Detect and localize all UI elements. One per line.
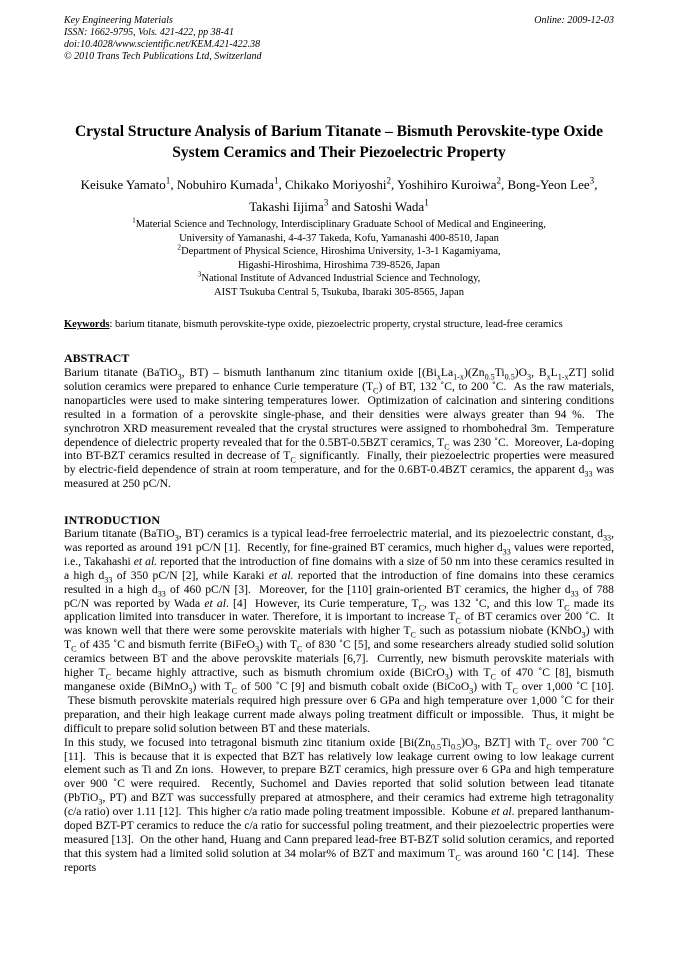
author-name: Keisuke Yamato <box>80 177 166 192</box>
author-affiliation-mark: 2 <box>386 175 392 186</box>
affiliation-line: University of Yamanashi, 4-4-37 Takeda, Kofu, Yamanashi 400-8510, Japan <box>179 232 499 244</box>
author-separator: and <box>328 199 354 214</box>
abstract-heading: ABSTRACT <box>64 351 130 365</box>
author-name: Nobuhiro Kumada <box>176 177 274 192</box>
affiliation-line <box>64 269 614 286</box>
author-name: Bong-Yeon Lee <box>507 177 590 192</box>
journal-doi: doi:10.4028/www.scientific.net/KEM.421-422.38 <box>64 39 261 50</box>
author-name: Takashi Iijima <box>249 199 324 214</box>
author-separator: , <box>278 177 285 192</box>
author-affiliation-mark: 3 <box>323 197 329 208</box>
keywords-line <box>64 318 614 332</box>
keywords-label: Keywords <box>64 319 110 330</box>
title-line-2: System Ceramics and Their Piezoelectric Property <box>172 144 506 161</box>
affiliation-text: Material Science and Technology, Interdisciplinary Graduate School of Medical and Engineering, <box>135 219 546 230</box>
introduction-paragraph: Barium titanate (BaTiO$_3$, BT) ceramics is a typical lead-free ferroelectric material, and its piezoelectric constant, $d_{33}$, was reported as around 191 pC/N [1]. Recently, for fine-grained BT ceramics, much higher $d_{33}$ values were reported, i.e., Takahashi et al. reported that the introduction of fine domains with a size of 50 nm into these ceramics resulted in a high $d_{33}$ of 350 pC/N [2], while Karaki et al. reported that the introduction of fine domains into these ceramics resulted in a high $d_{33}$ of 460 pC/N [3]. Moreover, for the [110] grain-oriented BT ceramics, the higher $d_{33}$ of 788 pC/N was reported by Wada et al. [4] However, its Curie temperature, $T_C$, was 132 ˚C, and this low $T_C$ made its application limited into transducer in water. Therefore, it is important to increase $T_C$ of BT ceramics over 200 ˚C. It was known well that there were some perovskite materials with higher $T_C$ such as potassium niobate (KNbO$_3$) with $T_C$ of 435 ˚C and bismuth ferrite (BiFeO$_3$) with $T_C$ of 830 ˚C [5], and some researchers already studied solid solution ceramics between BT and the above perovskite materials [6,7]. Currently, new bismuth perovskite materials with higher $T_C$ became highly attractive, such as bismuth chromium oxide (BiCrO$_3$) with $T_C$ of 470 ˚C [8], bismuth manganese oxide (BiMnO$_3$) with $T_C$ of 500 ˚C [9] and bismuth cobalt oxide (BiCoO$_3$) with $T_C$ over 1,000 ˚C [10]. These bismuth perovskite materials required high pressure over 6 GPa and high temperature over 1,000 ˚C for their preparation, and their high leakage current made always poling treatment difficult or impossible. Thus, it might be difficult to prepare solid solution between BT and these materials. <box>64 527 615 735</box>
introduction-paragraph: In this study, we focused into tetragonal bismuth zinc titanium oxide [$Bi(Zn_{0.5}Ti_{0.5})O_3$, BZT] with $T_C$ over 700 ˚C [11]. This is because that it is expected that BZT has relatively low leakage current owing to low leakage current element such as Ti and Zn ions. However, to prepare BZT ceramics, high pressure over 6 GPa and high temperature over 900 ˚C were required. Recently, Suchomel and Davies reported that solid solution between lead titanate (PbTiO$_3$, PT) and BZT was successfully prepared at atmosphere, and their ceramics had extreme high tetragonality (c/a ratio) over 1.11 [12]. This higher c/a ratio made poling treatment impossible. Kobune et al. prepared lanthanum-doped BZT-PT ceramics to reduce the c/a ratio for successful poling treatment, and their piezoelectric properties were measured [13]. On the other hand, Huang and Cann prepared lead-free BT-BZT solid solution ceramics, and reported that this system had a limited solid solution at 34 molar% of BZT and maximum $T_C$ was around 160 ˚C [14]. These reports <box>64 735 615 874</box>
author-name: Yoshihiro Kuroiwa <box>397 177 497 192</box>
affiliation-line: AIST Tsukuba Central 5, Tsukuba, Ibaraki 305-8565, Japan <box>214 286 464 298</box>
keywords-text: : barium titanate, bismuth perovskite-type oxide, piezoelectric property, crystal structure, lead-free ceramics <box>109 319 563 330</box>
introduction-body <box>64 527 614 875</box>
introduction-heading: INTRODUCTION <box>64 513 161 527</box>
author-name: Satoshi Wada <box>353 199 425 214</box>
author-separator: , <box>594 177 598 192</box>
author-separator: , <box>170 177 177 192</box>
author-affiliation-mark: 1 <box>165 175 171 186</box>
journal-issn: ISSN: 1662-9795, Vols. 421-422, pp 38-41 <box>64 27 234 38</box>
affiliation-mark: 2 <box>177 242 182 252</box>
affiliations <box>64 215 614 300</box>
author-affiliation-mark: 1 <box>424 197 429 208</box>
journal-copyright: © 2010 Trans Tech Publications Ltd, Switzerland <box>64 51 262 62</box>
abstract-paragraph: Barium titanate (BaTiO$_3$, BT) – bismuth lanthanum zinc titanium oxide [$(Bi_xLa_{1-x})(Zn_{0.5}Ti_{0.5})O_3$, $B_xL_{1-x}ZT$] solid solution ceramics were prepared to enhance Curie temperature $(T_C)$ of BT, 132 ˚C, to 200 ˚C. As the raw materials, nanoparticles were used to make sintering temperatures lower. Optimization of calcination and sintering conditions resulted in a formation of a perovskite single-phase, and their densities were always greater than 94 %. The synchrotron XRD measurement revealed that the crystal structures were assigned to rhombohedral 3m. Temperature dependence of dielectric property revealed that for the 0.5BT-0.5BZT ceramics, $T_C$ was 230 ˚C. Moreover, La-doping into BT-BZT ceramics resulted in decrease of $T_C$ significantly. Finally, their piezoelectric properties were measured by electric-field dependence of strain at room temperature, and for the 0.6BT-0.4BZT ceramics, the apparent $d_{33}$ was measured at 250 pC/N. <box>64 366 615 491</box>
author-name: Chikako Moriyoshi <box>285 177 387 192</box>
affiliation-line <box>64 215 614 232</box>
affiliation-text: Department of Physical Science, Hiroshima University, 1-3-1 Kagamiyama, <box>181 246 501 258</box>
author-list <box>64 174 614 218</box>
affiliation-mark: 3 <box>197 269 202 279</box>
affiliation-line: Higashi-Hiroshima, Hiroshima 739-8526, Japan <box>237 259 441 271</box>
title-line-1: Crystal Structure Analysis of Barium Titanate – Bismuth Perovskite-type Oxide <box>74 123 603 140</box>
paper-title <box>64 121 614 163</box>
affiliation-line <box>64 242 614 259</box>
author-affiliation-mark: 2 <box>496 175 502 186</box>
author-affiliation-mark: 3 <box>589 175 595 186</box>
author-line-1 <box>64 174 614 196</box>
author-affiliation-mark: 1 <box>273 175 279 186</box>
journal-header <box>64 15 614 63</box>
abstract-body <box>64 366 614 491</box>
author-separator: , <box>391 177 398 192</box>
affiliation-text: National Institute of Advanced Industrial Science and Technology, <box>201 273 481 285</box>
journal-name: Key Engineering Materials <box>64 15 173 26</box>
online-date: Online: 2009-12-03 <box>534 15 614 26</box>
author-line-2 <box>64 196 614 218</box>
author-separator: , <box>501 177 508 192</box>
affiliation-mark: 1 <box>132 215 136 225</box>
